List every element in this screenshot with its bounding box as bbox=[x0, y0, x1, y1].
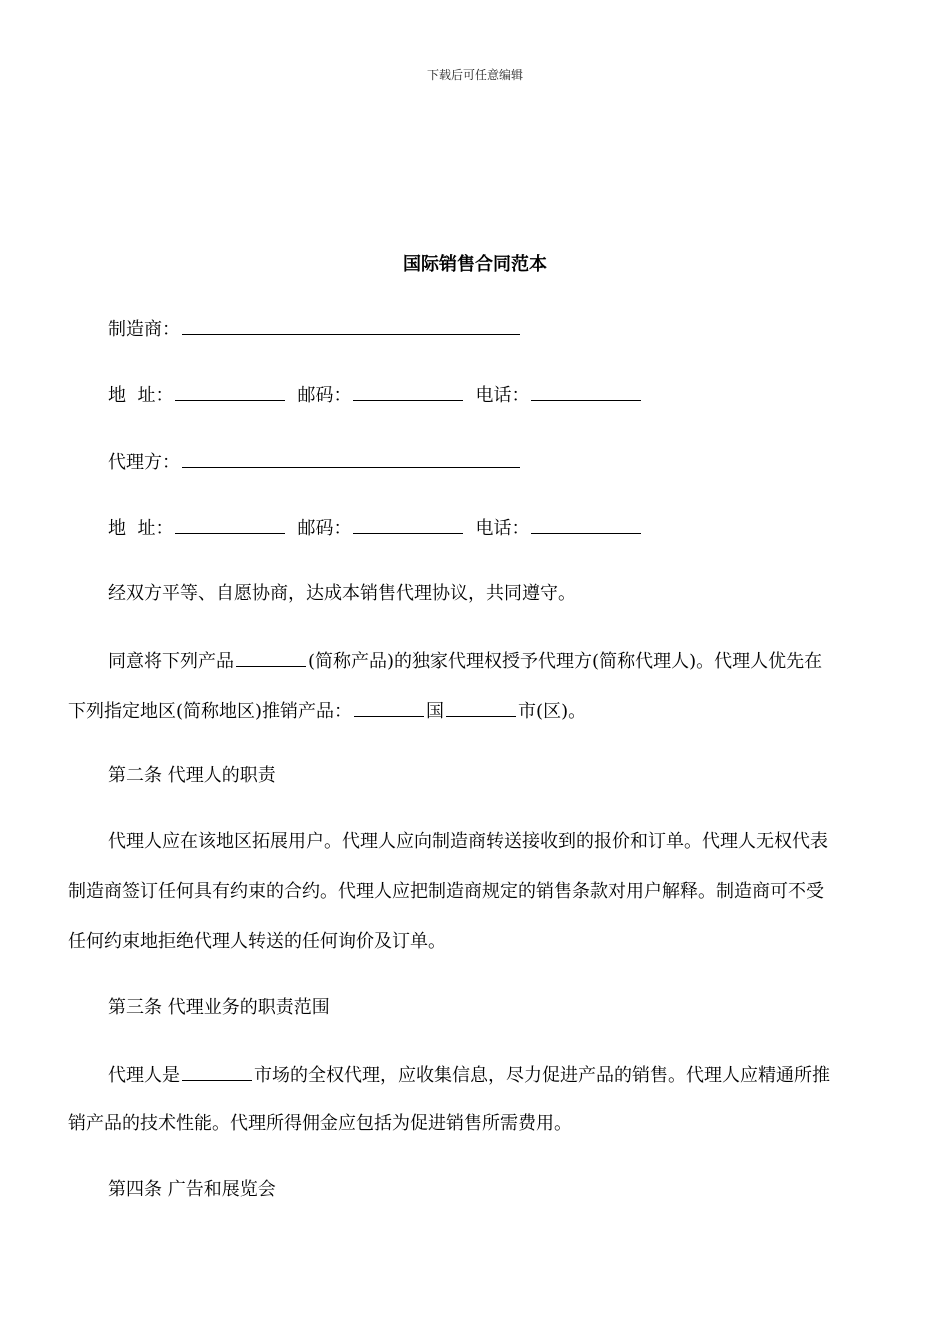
clause1-text: 下列指定地区(简称地区)推销产品： bbox=[68, 701, 353, 722]
article3-line2: 销产品的技术性能。代理所得佣金应包括为促进销售所需费用。 bbox=[68, 1113, 572, 1134]
city-blank[interactable] bbox=[446, 698, 516, 717]
intro-paragraph: 经双方平等、自愿协商，达成本销售代理协议，共同遵守。 bbox=[108, 583, 576, 604]
zip-blank[interactable] bbox=[353, 382, 463, 401]
article2-line3: 任何约束地拒绝代理人转送的任何询价及订单。 bbox=[68, 931, 446, 952]
article3-text: 代理人是 bbox=[108, 1065, 180, 1086]
clause1-text: (简称产品)的独家代理权授予代理方(简称代理人)。代理人优先在 bbox=[308, 651, 823, 672]
product-blank[interactable] bbox=[236, 648, 306, 667]
article2-line1: 代理人应在该地区拓展用户。代理人应向制造商转送接收到的报价和订单。代理人无权代表 bbox=[108, 831, 828, 852]
address-label: 地 址： bbox=[108, 385, 174, 406]
clause1-text: 市(区)。 bbox=[518, 701, 587, 722]
agent-label: 代理方： bbox=[108, 452, 180, 473]
zip-blank[interactable] bbox=[353, 515, 463, 534]
market-blank[interactable] bbox=[182, 1062, 252, 1081]
manufacturer-label: 制造商： bbox=[108, 319, 180, 340]
article3-line1 bbox=[108, 1062, 880, 1088]
zip-label: 邮码： bbox=[297, 385, 352, 406]
article2-line2: 制造商签订任何具有约束的合约。代理人应把制造商规定的销售条款对用户解释。制造商可不受 bbox=[68, 881, 824, 902]
article3-heading: 第三条 代理业务的职责范围 bbox=[108, 997, 330, 1018]
phone-label: 电话： bbox=[475, 518, 530, 539]
document-title: 国际销售合同范本 bbox=[403, 254, 547, 275]
agent-line bbox=[108, 449, 880, 475]
manufacturer-address-line bbox=[108, 382, 880, 408]
manufacturer-blank[interactable] bbox=[182, 316, 520, 335]
article3-text: 市场的全权代理，应收集信息，尽力促进产品的销售。代理人应精通所推 bbox=[254, 1065, 830, 1086]
manufacturer-line bbox=[108, 316, 880, 342]
country-blank[interactable] bbox=[354, 698, 424, 717]
clause1-text: 国 bbox=[426, 701, 445, 722]
zip-label: 邮码： bbox=[297, 518, 352, 539]
header-note: 下载后可任意编辑 bbox=[426, 68, 523, 82]
address-blank[interactable] bbox=[175, 382, 285, 401]
agent-blank[interactable] bbox=[182, 449, 520, 468]
phone-blank[interactable] bbox=[531, 382, 641, 401]
article2-heading: 第二条 代理人的职责 bbox=[108, 765, 276, 786]
clause1-line2 bbox=[68, 698, 880, 724]
phone-blank[interactable] bbox=[531, 515, 641, 534]
clause1-text: 同意将下列产品 bbox=[108, 651, 234, 672]
address-blank[interactable] bbox=[175, 515, 285, 534]
agent-address-line bbox=[108, 515, 880, 541]
article4-heading: 第四条 广告和展览会 bbox=[108, 1179, 276, 1200]
address-label: 地 址： bbox=[108, 518, 174, 539]
phone-label: 电话： bbox=[475, 385, 530, 406]
clause1-line1 bbox=[108, 648, 880, 674]
